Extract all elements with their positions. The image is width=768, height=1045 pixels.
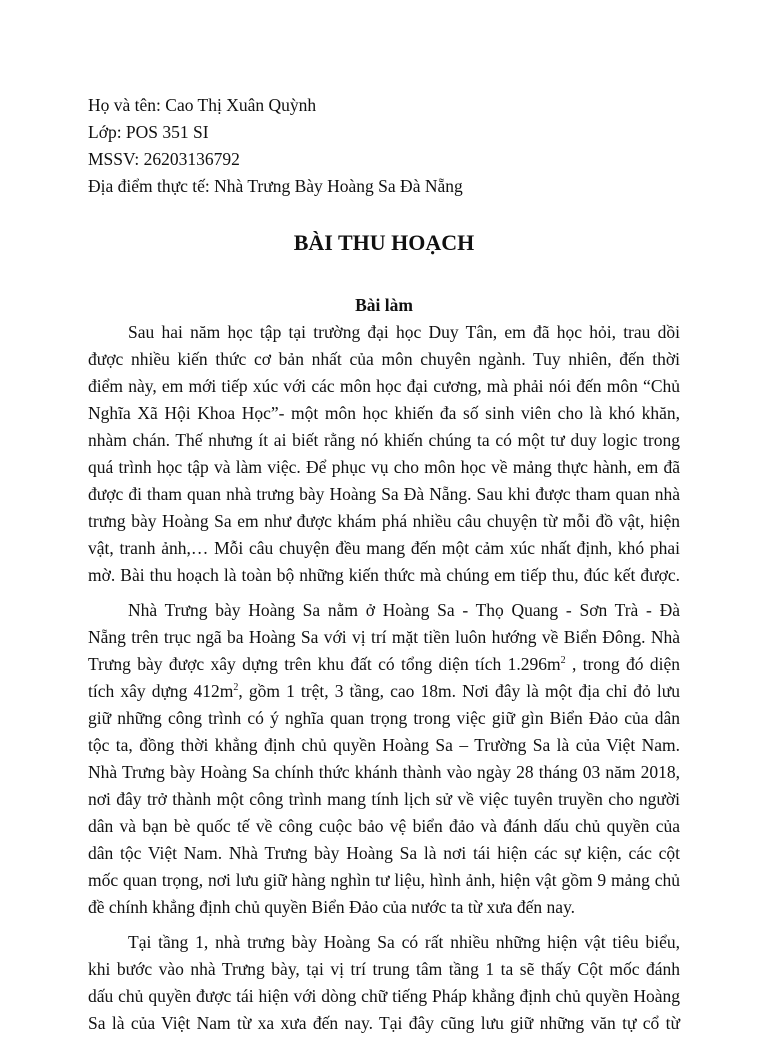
paragraph-first-floor xyxy=(88,929,680,1037)
field-trip-location: Địa điểm thực tế: Nhà Trưng Bày Hoàng Sa Đà Nẵng xyxy=(88,176,463,196)
text-line: dân và bạn bè quốc tế về công cuộc bảo vệ biển đảo và đánh dấu chủ quyền của xyxy=(88,816,680,836)
text-segment: Trưng bày được xây dựng trên khu đất có tổng diện tích 1.296m xyxy=(88,654,561,674)
text-line: dân tộc Việt Nam. Nhà Trưng bày Hoàng Sa là nơi tái hiện các sự kiện, các cột xyxy=(88,843,680,863)
superscript: 2 xyxy=(233,682,239,694)
text-line: nơi đây trở thành một công trình mang tính lịch sử về việc tuyên truyền cho người xyxy=(88,789,680,809)
text-line: đề chính khẳng định chủ quyền Biển Đảo của nước ta từ xưa đến nay. xyxy=(88,897,576,917)
text-line: điểm này, em mới tiếp xúc với các môn học đại cương, mà phải nói đến môn “Chủ xyxy=(88,376,680,396)
student-id: MSSV: 26203136792 xyxy=(88,149,240,169)
text-line: Nghĩa Xã Hội Khoa Học”- một môn học khiến đa số sinh viên cho là khó khăn, xyxy=(88,403,680,423)
text-line: trưng bày Hoàng Sa em như được khám phá nhiều câu chuyện từ mỗi đồ vật, hiện xyxy=(88,511,680,531)
paragraph-intro xyxy=(88,319,680,589)
text-line: giữ những công trình có ý nghĩa quan trọng trong việc giữ gìn Biển Đảo của dân xyxy=(88,708,680,728)
document-title: BÀI THU HOẠCH xyxy=(293,230,475,255)
text-segment: , trong đó diện xyxy=(565,654,680,674)
text-line: Sa là của Việt Nam từ xa xưa đến nay. Tại đây cũng lưu giữ những văn tự cổ từ xyxy=(88,1013,680,1033)
superscript: 2 xyxy=(560,655,566,667)
text-line: vật, tranh ảnh,… Mỗi câu chuyện đều mang đến một cảm xúc nhất định, khó phai xyxy=(88,538,680,558)
text-line: quá trình học tập và làm việc. Để phục vụ cho môn học về mảng thực hành, em đã xyxy=(88,457,680,477)
student-info xyxy=(88,92,688,200)
text-line: được nhiều kiến thức cơ bản nhất của môn chuyên ngành. Tuy nhiên, đến thời xyxy=(88,349,680,369)
text-line: Nhà Trưng bày Hoàng Sa nằm ở Hoàng Sa - Thọ Quang - Sơn Trà - Đà xyxy=(128,600,680,620)
text-line: Nhà Trưng bày Hoàng Sa chính thức khánh thành vào ngày 28 tháng 03 năm 2018, xyxy=(88,762,680,782)
text-line: Sau hai năm học tập tại trường đại học Duy Tân, em đã học hỏi, trau dồi xyxy=(128,322,680,342)
paragraph-museum xyxy=(88,597,680,921)
text-line xyxy=(88,678,680,705)
student-class: Lớp: POS 351 SI xyxy=(88,122,209,142)
text-line: tộc ta, đồng thời khẳng định chủ quyền Hoàng Sa – Trường Sa là của Việt Nam. xyxy=(88,735,680,755)
text-line: được đi tham quan nhà trưng bày Hoàng Sa Đà Nẵng. Sau khi được tham quan nhà xyxy=(88,484,680,504)
text-segment: , gồm 1 trệt, 3 tầng, cao 18m. Nơi đây là một địa chỉ đỏ lưu xyxy=(238,681,680,701)
section-heading: Bài làm xyxy=(355,295,413,315)
text-line: nhàm chán. Thế nhưng ít ai biết rằng nó khiến chúng ta có một tư duy logic trong xyxy=(88,430,680,450)
document-body xyxy=(88,319,680,1045)
text-line: Nẵng trên trục ngã ba Hoàng Sa với vị trí mặt tiền luôn hướng về Biển Đông. Nhà xyxy=(88,627,680,647)
text-line: mốc quan trọng, nơi lưu giữ hàng nghìn tư liệu, hình ảnh, hiện vật gồm 9 mảng chủ xyxy=(88,870,680,890)
text-line xyxy=(88,651,680,678)
text-line: dấu chủ quyền được tái hiện với dòng chữ tiếng Pháp khẳng định chủ quyền Hoàng xyxy=(88,986,680,1006)
text-line: mờ. Bài thu hoạch là toàn bộ những kiến thức mà chúng em tiếp thu, đúc kết được. xyxy=(88,565,680,585)
text-line: khi bước vào nhà Trưng bày, tại vị trí trung tâm tầng 1 ta sẽ thấy Cột mốc đánh xyxy=(88,959,680,979)
student-name: Họ và tên: Cao Thị Xuân Quỳnh xyxy=(88,95,317,115)
text-line: Tại tầng 1, nhà trưng bày Hoàng Sa có rất nhiều những hiện vật tiêu biểu, xyxy=(128,932,680,952)
text-segment: tích xây dựng 412m xyxy=(88,681,234,701)
